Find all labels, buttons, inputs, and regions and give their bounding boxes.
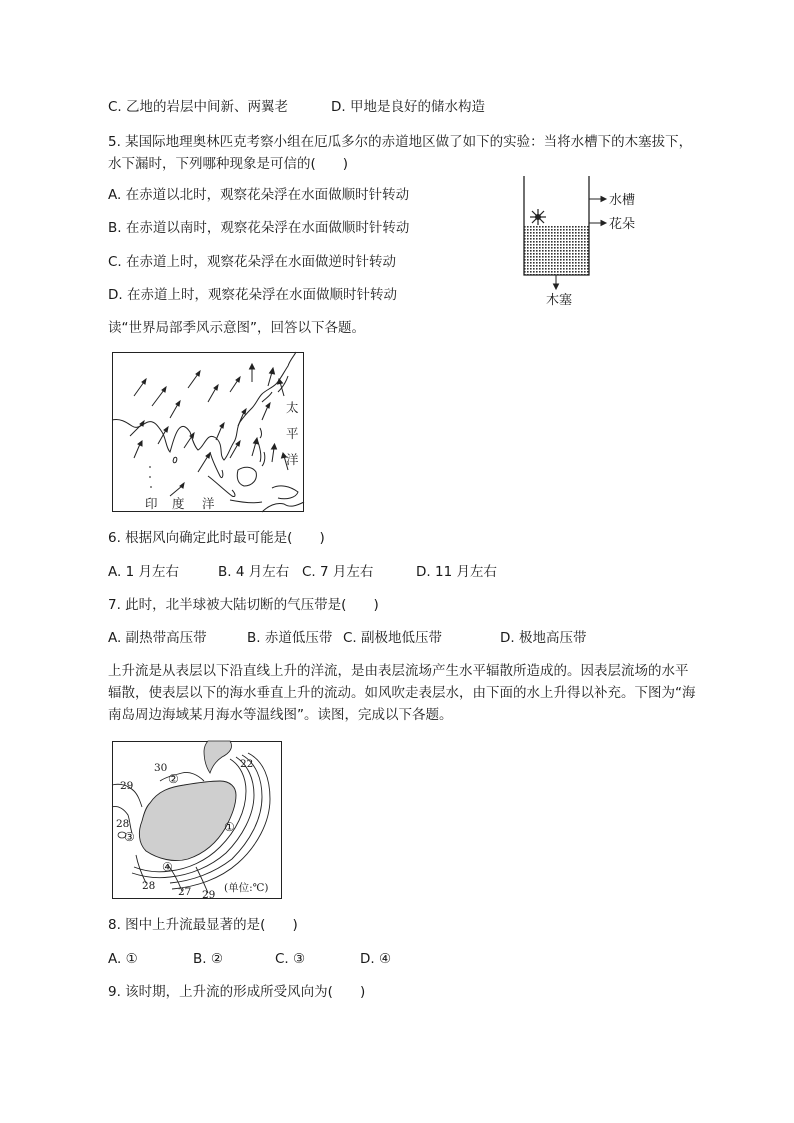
q8-option-c: C. ③	[275, 951, 306, 967]
pacific-label-2: 平	[286, 426, 299, 441]
upwelling-intro: 上升流是从表层以下沿直线上升的洋流，是由表层流场产生水平辐散所造成的。因表层流场的水平辐散，使表层以下的海水垂直上升的流动。如风吹走表层水，由下面的水上升得以补充。下图为“海南岛周边海域某月海水等温线图”。读图，完成以下各题。	[108, 663, 696, 723]
option-d-q4: D. 甲地是良好的储水构造	[331, 99, 485, 115]
q5-option-d: D. 在赤道上时，观察花朵浮在水面做顺时针转动	[108, 287, 397, 303]
question-6-stem: 6. 根据风向确定此时最可能是( )	[108, 530, 325, 546]
q6-option-b: B. 4 月左右	[218, 564, 290, 580]
point-2: ②	[168, 772, 179, 786]
indian-label-2: 度	[172, 496, 185, 511]
plug-label: 木塞	[546, 293, 573, 308]
q6-option-d: D. 11 月左右	[416, 564, 497, 580]
indian-label-1: 印	[145, 496, 158, 511]
question-9-stem: 9. 该时期，上升流的形成所受风向为( )	[108, 984, 366, 1000]
monsoon-map	[112, 352, 304, 512]
monsoon-intro: 读“世界局部季风示意图”，回答以下各题。	[108, 320, 365, 336]
isotherm-label-29-left: 29	[120, 780, 134, 792]
q8-option-d: D. ④	[360, 951, 392, 967]
q5-option-c: C. 在赤道上时，观察花朵浮在水面做逆时针转动	[108, 254, 397, 270]
q6-option-a: A. 1 月左右	[108, 564, 179, 580]
flower-icon	[530, 209, 546, 225]
pacific-label-1: 太	[286, 400, 299, 415]
q7-option-a: A. 副热带高压带	[108, 630, 207, 646]
plug-arrow	[554, 275, 559, 289]
tank-label: 水槽	[609, 193, 636, 208]
pacific-label-3: 洋	[286, 452, 299, 467]
q7-option-d: D. 极地高压带	[500, 630, 587, 646]
q7-option-b: B. 赤道低压带	[247, 630, 333, 646]
indian-label-3: 洋	[202, 496, 215, 511]
isotherm-label-22: 22	[240, 758, 254, 770]
isotherm-label-30: 30	[154, 762, 168, 774]
tank-label-arrow	[589, 197, 606, 202]
water-body	[524, 225, 589, 275]
isotherm-label-28-bottom: 28	[142, 880, 156, 892]
q7-option-c: C. 副极地低压带	[343, 630, 443, 646]
q8-option-a: A. ①	[108, 951, 138, 967]
point-4: ④	[162, 860, 173, 874]
q8-option-b: B. ②	[193, 951, 223, 967]
hainan-isotherm-map	[112, 741, 282, 899]
isotherm-label-27: 27	[178, 886, 192, 898]
q6-option-c: C. 7 月左右	[302, 564, 374, 580]
flower-label-arrow	[589, 221, 606, 226]
unit-label: (单位:℃)	[224, 882, 269, 894]
option-c-q4: C. 乙地的岩层中间新、两翼老	[108, 99, 289, 115]
point-3: ③	[124, 830, 135, 844]
isotherm-label-28-left: 28	[116, 818, 130, 830]
question-5-stem: 5. 某国际地理奥林匹克考察小组在厄瓜多尔的赤道地区做了如下的实验：当将水槽下的木塞拔下，水下漏时，下列哪种现象是可信的( )	[108, 134, 693, 172]
q5-option-b: B. 在赤道以南时，观察花朵浮在水面做顺时针转动	[108, 220, 410, 236]
question-7-stem: 7. 此时，北半球被大陆切断的气压带是( )	[108, 597, 379, 613]
point-1: ①	[224, 820, 235, 834]
water-tank-figure	[515, 172, 645, 307]
flower-label: 花朵	[609, 217, 636, 232]
isotherm-label-29-bottom: 29	[202, 889, 216, 901]
question-8-stem: 8. 图中上升流最显著的是( )	[108, 917, 298, 933]
q5-option-a: A. 在赤道以北时，观察花朵浮在水面做顺时针转动	[108, 187, 410, 203]
